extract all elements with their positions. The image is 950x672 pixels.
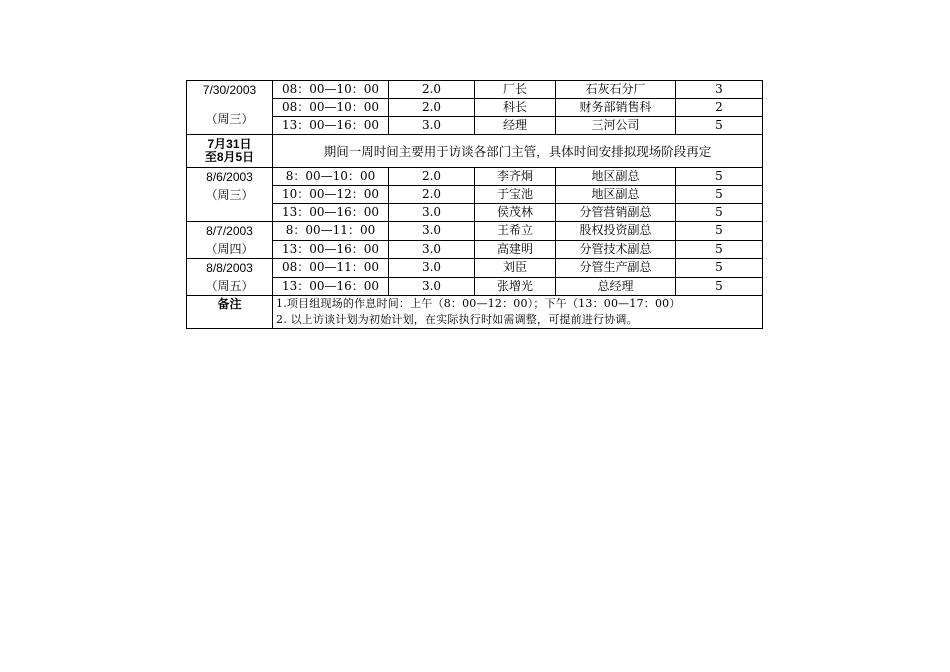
dept-cell: 股权投资副总 [556,222,676,241]
weekday-label: （周三） [205,112,254,126]
count-cell: 5 [676,259,763,278]
hours-cell: 3.0 [389,117,475,135]
note-line-1: 1.项目组现场的作息时间：上午（8：00—12：00）；下午（13：00—17：00） [276,297,681,310]
table-row [187,117,763,135]
date-label: 8/8/2003 [206,261,253,275]
count-cell: 5 [676,204,763,222]
count-cell: 5 [676,168,763,186]
person-cell: 于宝池 [475,186,556,204]
hours-cell: 2.0 [389,81,475,99]
time-cell: 10：00—12：00 [273,186,389,204]
date-cell [187,81,273,135]
span-note-cell: 期间一周时间主要用于访谈各部门主管，具体时间安排拟现场阶段再定 [273,135,763,168]
count-cell: 2 [676,99,763,117]
date-range-start: 7月31日 [207,137,252,151]
notes-cell [273,296,763,329]
date-label: 7/30/2003 [202,83,257,97]
dept-cell: 分管营销副总 [556,204,676,222]
person-cell: 经理 [475,117,556,135]
person-cell: 侯茂林 [475,204,556,222]
person-cell: 王希立 [475,222,556,241]
hours-cell: 2.0 [389,168,475,186]
interview-schedule-table [186,80,763,329]
table-row [187,168,763,186]
hours-cell: 2.0 [389,186,475,204]
person-cell: 科长 [475,99,556,117]
time-cell: 13：00—16：00 [273,277,389,296]
date-cell [187,259,273,296]
time-cell: 13：00—16：00 [273,240,389,259]
time-cell: 13：00—16：00 [273,204,389,222]
date-label: 8/6/2003 [206,170,253,184]
dept-cell: 地区副总 [556,168,676,186]
weekday-label: （周五） [205,279,254,293]
hours-cell: 3.0 [389,222,475,241]
hours-cell: 3.0 [389,204,475,222]
person-cell: 刘臣 [475,259,556,278]
date-range-cell [187,135,273,168]
count-cell: 3 [676,81,763,99]
notes-label: 备注 [187,296,273,329]
count-cell: 5 [676,222,763,241]
person-cell: 李齐炯 [475,168,556,186]
dept-cell: 石灰石分厂 [556,81,676,99]
count-cell: 5 [676,186,763,204]
hours-cell: 2.0 [389,99,475,117]
date-range-end: 至8月5日 [204,150,255,164]
time-cell: 8：00—11：00 [273,222,389,241]
date-cell [187,168,273,222]
person-cell: 厂长 [475,81,556,99]
hours-cell: 3.0 [389,259,475,278]
table-row [187,135,763,168]
dept-cell: 财务部销售科 [556,99,676,117]
weekday-label: （周三） [205,188,254,202]
time-cell: 08：00—10：00 [273,99,389,117]
table-row [187,204,763,222]
table-row [187,277,763,296]
table-row [187,99,763,117]
dept-cell: 三河公司 [556,117,676,135]
dept-cell: 分管技术副总 [556,240,676,259]
table-row [187,240,763,259]
count-cell: 5 [676,277,763,296]
dept-cell: 地区副总 [556,186,676,204]
hours-cell: 3.0 [389,277,475,296]
time-cell: 13：00—16：00 [273,117,389,135]
dept-cell: 总经理 [556,277,676,296]
table-row [187,81,763,99]
time-cell: 8：00—10：00 [273,168,389,186]
count-cell: 5 [676,117,763,135]
note-line-2: 2. 以上访谈计划为初始计划，在实际执行时如需调整，可提前进行协调。 [276,313,638,326]
table-row [187,222,763,241]
date-label: 8/7/2003 [206,224,253,238]
table-row [187,186,763,204]
table-row [187,259,763,278]
time-cell: 08：00—10：00 [273,81,389,99]
weekday-label: （周四） [205,242,254,256]
person-cell: 高建明 [475,240,556,259]
time-cell: 08：00—11：00 [273,259,389,278]
date-cell [187,222,273,259]
count-cell: 5 [676,240,763,259]
hours-cell: 3.0 [389,240,475,259]
dept-cell: 分管生产副总 [556,259,676,278]
person-cell: 张增光 [475,277,556,296]
notes-row [187,296,763,329]
